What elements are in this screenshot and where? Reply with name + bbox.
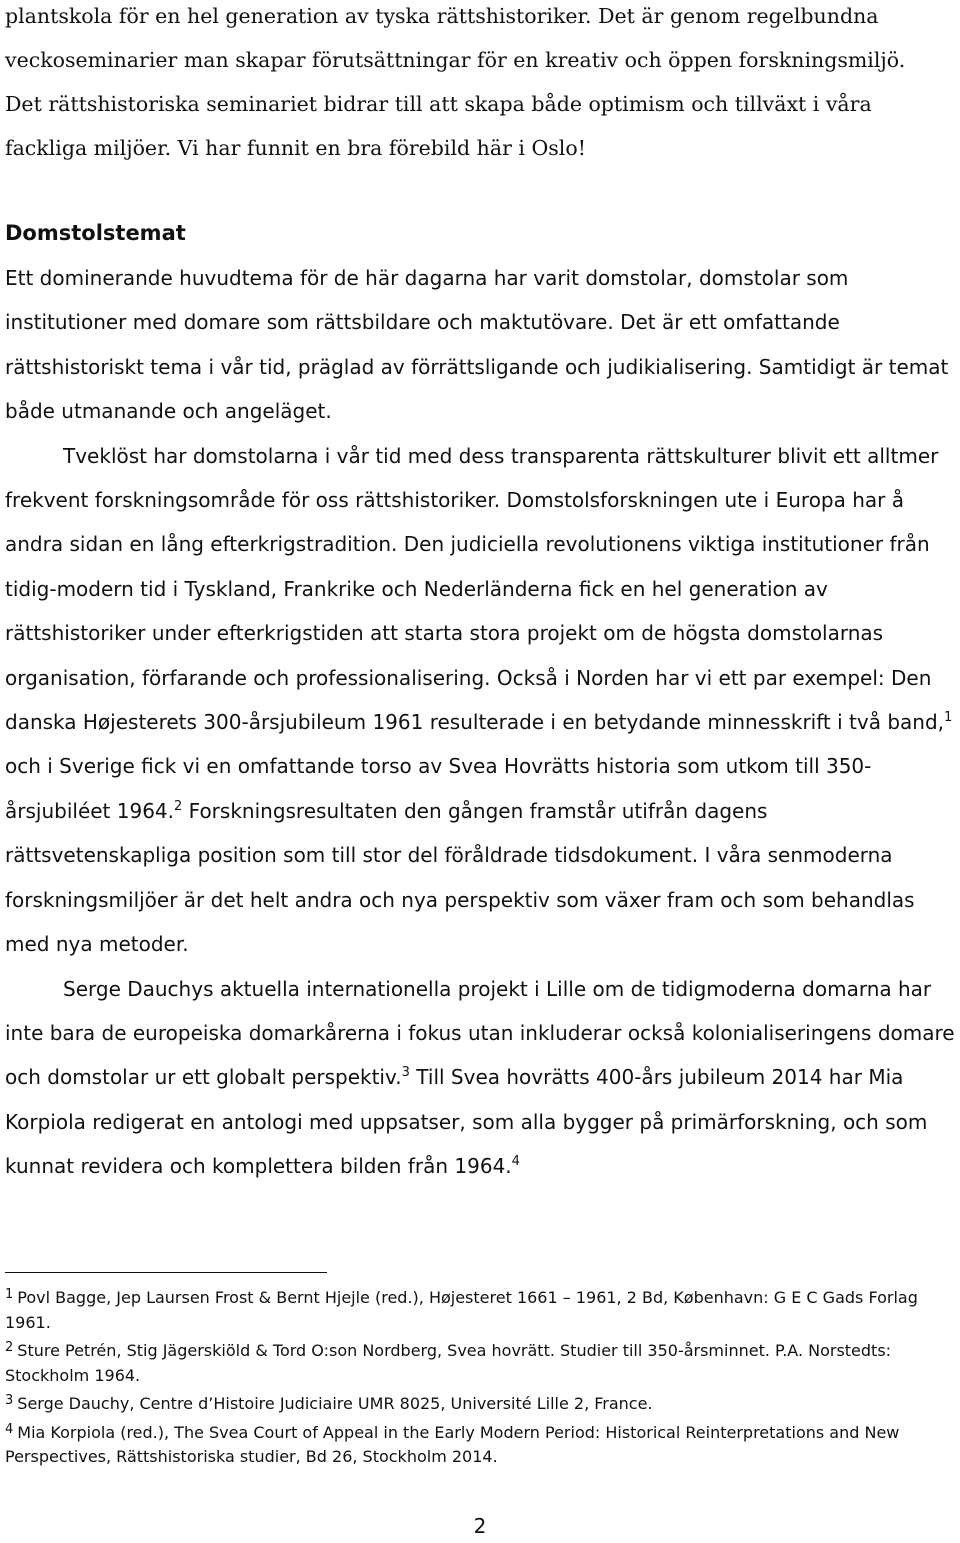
footnote-text: Sture Petrén, Stig Jägerskiöld & Tord O:son Nordberg, Svea hovrätt. Studier till 350-årsminnet. P.A. Norstedts: Stockholm 1964. xyxy=(5,1341,892,1385)
paragraph-1: Ett dominerande huvudtema för de här dagarna har varit domstolar, domstolar som institutioner med domare som rättsbildare och maktutövare. Det är ett omfattande rättshistoriskt tema i vår tid, präglad av förrättsligande och judikialisering. Samtidigt är temat både utmanande och angeläget. xyxy=(5,266,949,424)
footnotes xyxy=(5,1286,960,1474)
footnote-ref-4[interactable]: 4 xyxy=(511,1154,520,1170)
footnote-ref-2[interactable]: 2 xyxy=(174,798,183,814)
footnote-text: Mia Korpiola (red.), The Svea Court of Appeal in the Early Modern Period: Historical Reinterpretations and New Perspectives, Rättshistoriska studier, Bd 26, Stockholm 2014. xyxy=(5,1422,900,1466)
section-heading: Domstolstemat xyxy=(5,221,186,245)
paragraph-2-text-c: Forskningsresultaten den gången framstår utifrån dagens rättsvetenskapliga position som till stor del föråldrade tidsdokument. I våra senmoderna forskningsmiljöer är det helt andra och nya perspektiv som växer fram och som behandlas med nya metoder. xyxy=(5,798,915,957)
footnote-1 xyxy=(5,1286,960,1335)
footnote-ref-3[interactable]: 3 xyxy=(401,1065,410,1081)
paragraph-3-text-a: Serge Dauchys aktuella internationella projekt i Lille om de tidigmoderna domarna har inte bara de europeiska domarkårerna i fokus utan inkluderar också kolonialiseringens domare och domstolar ur ett globalt perspektiv. xyxy=(5,976,955,1090)
intro-line: plantskola för en hel generation av tyska rättshistoriker. Det är genom regelbundna xyxy=(5,4,879,28)
paragraph-3 xyxy=(5,967,957,1189)
page-number: 2 xyxy=(473,1514,487,1538)
footnote-4 xyxy=(5,1421,960,1470)
footnote-text: Povl Bagge, Jep Laursen Frost & Bernt Hjejle (red.), Højesteret 1661 – 1961, 2 Bd, København: G E C Gads Forlag 1961. xyxy=(5,1288,918,1332)
footnote-ref-1[interactable]: 1 xyxy=(944,710,953,726)
footnote-mark: 2 xyxy=(5,1340,14,1355)
footnote-3 xyxy=(5,1392,960,1417)
footnote-text: Serge Dauchy, Centre d’Histoire Judiciaire UMR 8025, Université Lille 2, France. xyxy=(17,1394,653,1413)
section-body xyxy=(5,256,957,1189)
intro-line: Det rättshistoriska seminariet bidrar till att skapa både optimism och tillväxt i våra xyxy=(5,92,872,116)
intro-line: fackliga miljöer. Vi har funnit en bra förebild här i Oslo! xyxy=(5,136,586,160)
paragraph-2-text-b: och i Sverige fick vi en omfattande torso av Svea Hovrätts historia som utkom till 350-årsjubiléet 1964. xyxy=(5,754,872,823)
paragraph-2 xyxy=(5,434,957,967)
paragraph-2-text-a: Tveklöst har domstolarna i vår tid med dess transparenta rättskulturer blivit ett alltmer frekvent forskningsområde för oss rättshistoriker. Domstolsforskningen ute i Europa har å andra sidan en lång efterkrigstradition. Den judiciella revolutionens viktiga institutioner från tidig-modern tid i Tyskland, Frankrike och Nederländerna fick en hel generation av rättshistoriker under efterkrigstiden att starta stora projekt om de högsta domstolarnas organisation, förfarande och professionalisering. Också i Norden har vi ett par exempel: Den danska Højesterets 300-årsjubileum 1961 resulterade i en betydande minnesskrift i två band, xyxy=(5,443,945,735)
footnote-mark: 3 xyxy=(5,1393,14,1408)
footnote-2 xyxy=(5,1339,960,1388)
footnote-divider xyxy=(5,1272,327,1273)
intro-line: veckoseminarier man skapar förutsättningar för en kreativ och öppen forskningsmiljö. xyxy=(5,48,906,72)
footnote-mark: 1 xyxy=(5,1287,14,1302)
intro-paragraph xyxy=(5,0,955,170)
paragraph-3-text-b: Till Svea hovrätts 400-års jubileum 2014 har Mia Korpiola redigerat en antologi med uppsatser, som alla bygger på primärforskning, och som kunnat revidera och komplettera bilden från 1964. xyxy=(5,1065,928,1179)
footnote-mark: 4 xyxy=(5,1421,14,1437)
